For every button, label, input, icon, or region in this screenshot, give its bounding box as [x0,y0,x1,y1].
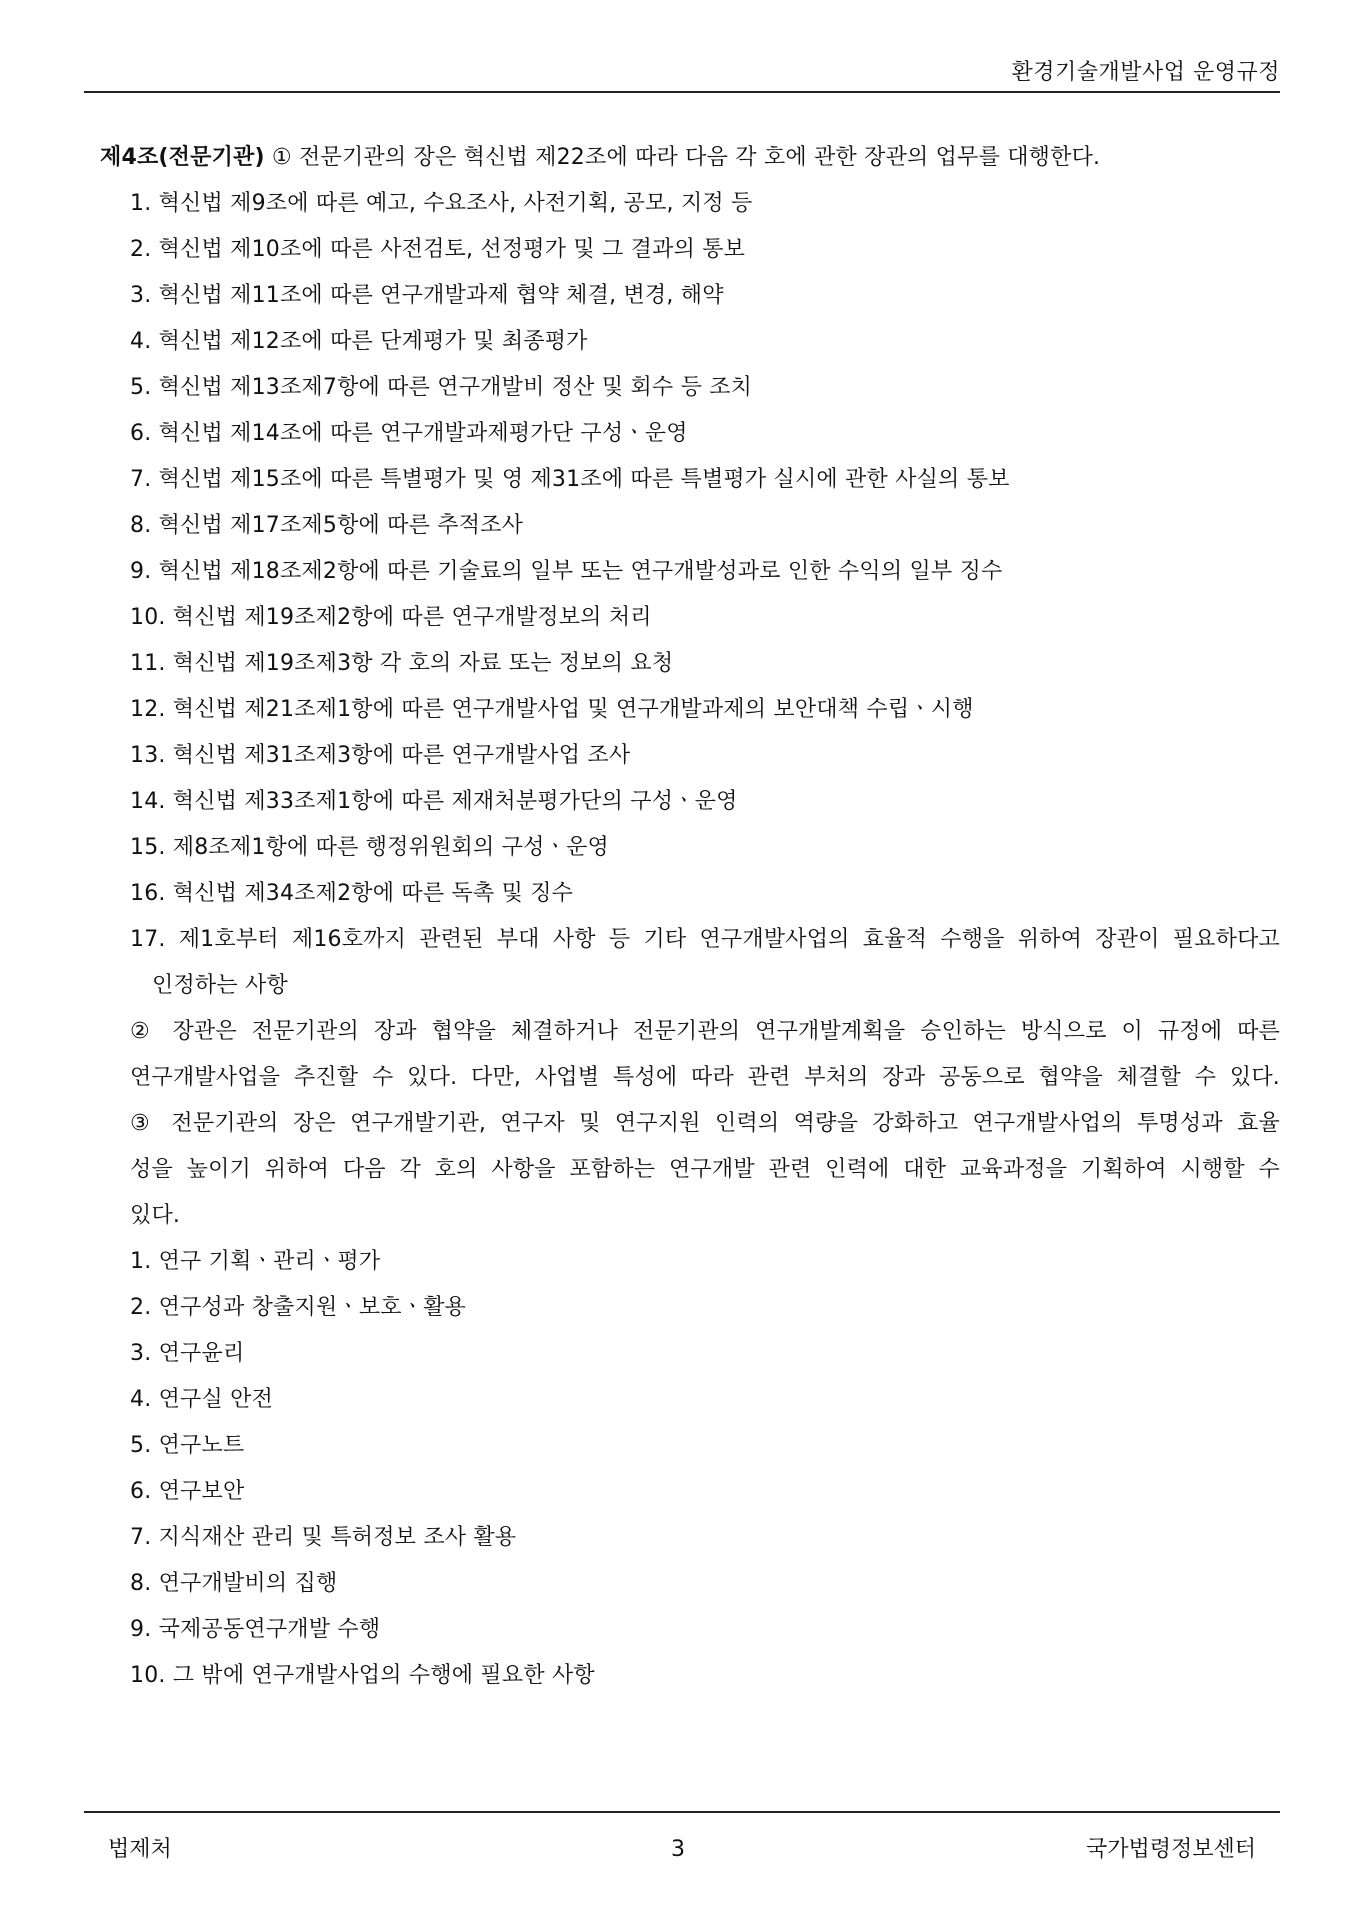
paragraph-3-line: 성을 높이기 위하여 다음 각 호의 사항을 포함하는 연구개발 관련 인력에 대한 교육과정을 기획하여 시행할 수 [130,1157,1280,1182]
header-rule [84,91,1280,93]
list-item: 9. 국제공동연구개발 수행 [130,1617,381,1642]
list-item: 4. 연구실 안전 [130,1387,274,1412]
paragraph-3-line: 있다. [130,1203,181,1228]
paragraph-2-line: ② 장관은 전문기관의 장과 협약을 체결하거나 전문기관의 연구개발계획을 승인하는 방식으로 이 규정에 따른 [130,1019,1280,1044]
list-item: 9. 혁신법 제18조제2항에 따른 기술료의 일부 또는 연구개발성과로 인한 수익의 일부 징수 [130,559,1003,584]
list-item: 15. 제8조제1항에 따른 행정위원회의 구성ㆍ운영 [130,835,609,860]
article-content [100,135,1280,1699]
list-item: 11. 혁신법 제19조제3항 각 호의 자료 또는 정보의 요청 [130,651,674,676]
list-item: 1. 혁신법 제9조에 따른 예고, 수요조사, 사전기획, 공모, 지정 등 [130,191,753,216]
list-item: 3. 혁신법 제11조에 따른 연구개발과제 협약 체결, 변경, 해약 [130,283,724,308]
footer-publisher: 국가법령정보센터 [1085,1837,1256,1862]
list-item: 7. 혁신법 제15조에 따른 특별평가 및 영 제31조에 따른 특별평가 실시에 관한 사실의 통보 [130,467,1010,492]
list-item: 1. 연구 기획ㆍ관리ㆍ평가 [130,1249,381,1274]
list-item: 6. 연구보안 [130,1479,245,1504]
document-header-title: 환경기술개발사업 운영규정 [1011,60,1280,85]
article-heading [100,135,1280,181]
list-item: 8. 연구개발비의 집행 [130,1571,338,1596]
page-number: 3 [671,1837,685,1862]
list-item: 2. 혁신법 제10조에 따른 사전검토, 선정평가 및 그 결과의 통보 [130,237,746,262]
list-item: 12. 혁신법 제21조제1항에 따른 연구개발사업 및 연구개발과제의 보안대책 수립ㆍ시행 [130,697,974,722]
list-item-17-continuation: 인정하는 사항 [152,973,288,998]
list-item: 10. 혁신법 제19조제2항에 따른 연구개발정보의 처리 [130,605,652,630]
list-item: 8. 혁신법 제17조제5항에 따른 추적조사 [130,513,524,538]
paragraph-3-line: ③ 전문기관의 장은 연구개발기관, 연구자 및 연구지원 인력의 역량을 강화하고 연구개발사업의 투명성과 효율 [130,1111,1280,1136]
list-item: 3. 연구윤리 [130,1341,245,1366]
article-title: 제4조(전문기관) [100,145,265,170]
list-item: 5. 연구노트 [130,1433,245,1458]
list-item: 5. 혁신법 제13조제7항에 따른 연구개발비 정산 및 회수 등 조치 [130,375,753,400]
list-item-17: 17. 제1호부터 제16호까지 관련된 부대 사항 등 기타 연구개발사업의 효율적 수행을 위하여 장관이 필요하다고 [130,927,1280,952]
list-item: 14. 혁신법 제33조제1항에 따른 제재처분평가단의 구성ㆍ운영 [130,789,738,814]
list-item: 4. 혁신법 제12조에 따른 단계평가 및 최종평가 [130,329,588,354]
list-item: 6. 혁신법 제14조에 따른 연구개발과제평가단 구성ㆍ운영 [130,421,688,446]
footer-rule [84,1811,1280,1813]
paragraph-1-text: ① 전문기관의 장은 혁신법 제22조에 따라 다음 각 호에 관한 장관의 업무를 대행한다. [264,145,1101,170]
list-item: 10. 그 밖에 연구개발사업의 수행에 필요한 사항 [130,1663,595,1688]
footer-source: 법제처 [108,1837,172,1862]
list-item: 13. 혁신법 제31조제3항에 따른 연구개발사업 조사 [130,743,631,768]
list-item: 16. 혁신법 제34조제2항에 따른 독촉 및 징수 [130,881,574,906]
paragraph-2-line: 연구개발사업을 추진할 수 있다. 다만, 사업별 특성에 따라 관련 부처의 장과 공동으로 협약을 체결할 수 있다. [130,1065,1280,1090]
list-item: 2. 연구성과 창출지원ㆍ보호ㆍ활용 [130,1295,467,1320]
list-item: 7. 지식재산 관리 및 특허정보 조사 활용 [130,1525,517,1550]
